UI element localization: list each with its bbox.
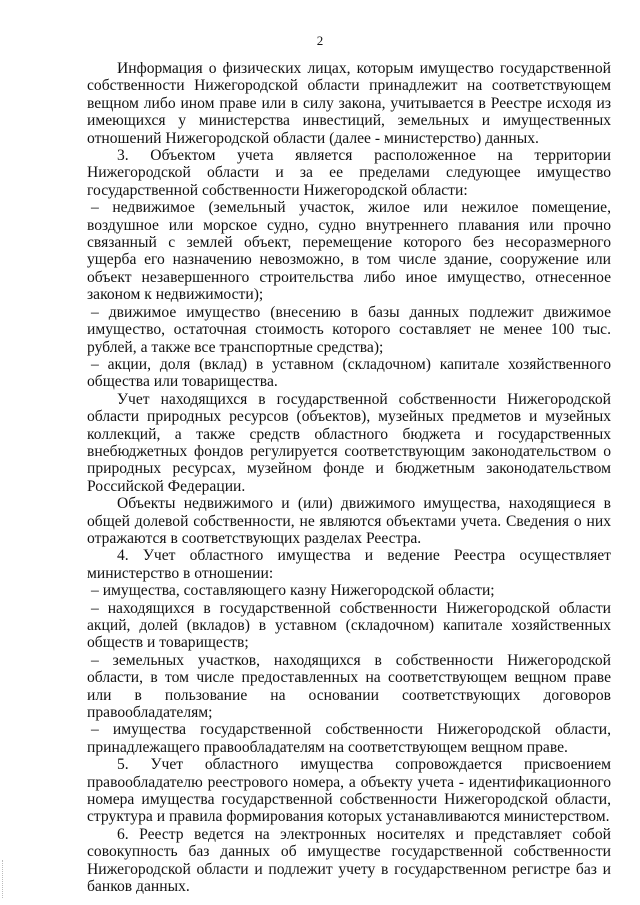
page-number: 2 <box>316 33 324 48</box>
scan-edge-mark <box>2 860 4 898</box>
list-item-land-plots: – земельных участков, находящихся в собственности Нижегородской области, в том числе предоставленных на соответствующем вещном праве или в пользование на основании соответствующих договоров правообладателям; <box>87 651 611 722</box>
paragraph-individuals-info: Информация о физических лицах, которым имущество государственной собственности Нижегородской области принадлежит на соответствующем вещном либо ином праве или в силу закона, учитывается в Реестре исходя из имеющихся у министерства инвестиций, земельных и имущественных отношений Нижегородской области (далее - министерство) данных. <box>87 60 611 147</box>
paragraph-item-6-electronic: 6. Реестр ведется на электронных носителях и представляет собой совокупность баз данных об имуществе государственной собственности Нижегородской области и подлежит учету в государственном регистре баз и банков данных. <box>87 825 611 896</box>
paragraph-natural-resources: Учет находящихся в государственной собственности Нижегородской области природных ресурсов (объектов), музейных предметов и музейных коллекций, а также средств областного бюджета и государственных внебюджетных фондов регулируется соответствующим законодательством о природных ресурсах, музейном фонде и бюджетным законодательством Российской Федерации. <box>87 390 611 495</box>
list-item-owner-property: – имущества государственной собственности Нижегородской области, принадлежащего правообладателям на соответствующем вещном праве. <box>87 721 611 756</box>
list-item-shares: – акции, доля (вклад) в уставном (складочном) капитале хозяйственного общества или товарищества. <box>87 355 611 391</box>
paragraph-item-3-objects: 3. Объектом учета является расположенное на территории Нижегородской области и за ее пределами следующее имущество государственной собственности Нижегородской области: <box>87 147 611 199</box>
document-body <box>87 60 611 896</box>
paragraph-shared-ownership: Объекты недвижимого и (или) движимого имущества, находящиеся в общей долевой собственности, не являются объектами учета. Сведения о них отражаются в соответствующих разделах Реестра. <box>87 495 611 547</box>
list-item-company-shares: – находящихся в государственной собственности Нижегородской области акций, долей (вкладов) в уставном (складочном) капитале хозяйственных обществ и товариществ; <box>87 599 611 652</box>
list-item-movable-property: – движимое имущество (внесению в базы данных подлежит движимое имущество, остаточная стоимость которого составляет не менее 100 тыс. рублей, а также все транспортные средства); <box>87 303 611 356</box>
paragraph-item-5-numbering: 5. Учет областного имущества сопровождается присвоением правообладателю реестрового номера, а объекту учета - идентификационного номера имущества государственной собственности Нижегородской области, структура и правила формирования которых устанавливаются министерством. <box>87 756 611 826</box>
list-item-real-estate: – недвижимое (земельный участок, жилое или нежилое помещение, воздушное или морское судно, судно внутреннего плавания или прочно связанный с землей объект, перемещение которого без несоразмерного ущерба его назначению невозможно, в том числе здание, сооружение или объект незавершенного строительства либо иное имущество, отнесенное законом к недвижимости); <box>87 199 611 304</box>
paragraph-item-4-registry: 4. Учет областного имущества и ведение Реестра осуществляет министерство в отношении: <box>87 547 611 582</box>
list-item-treasury: – имущества, составляющего казну Нижегородской области; <box>91 582 495 600</box>
